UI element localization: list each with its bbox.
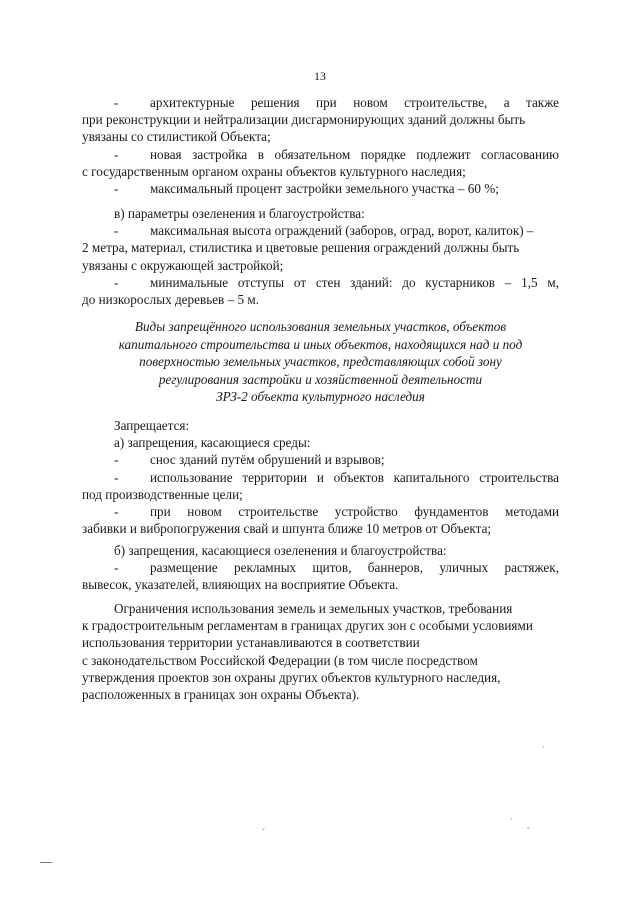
list-item: - минимальные отступы от стен зданий: до кустарников – 1,5 м, xyxy=(114,274,559,290)
list-item-cont: до низкорослых деревьев – 5 м. xyxy=(82,291,260,307)
final-paragraph: Ограничения использования земель и земельных участков, требования к градостроительным регламентам в границах других зон с особыми условиями использования территории устанавливаются в соответствии с законодательством Российской Федерации (в том числе посредством утверждения проектов зон охраны других объектов культурного наследия, расположенных в границах зон охраны Объекта). xyxy=(82,601,533,702)
subheading: в) параметры озеленения и благоустройства: xyxy=(114,206,365,221)
scan-speck: ˘ xyxy=(262,827,265,836)
list-item: - максимальный процент застройки земельного участка – 60 %; xyxy=(114,180,499,196)
subheading: а) запрещения, касающиеся среды: xyxy=(114,435,311,451)
scan-line xyxy=(40,862,52,863)
list-block-1 xyxy=(82,94,559,197)
list-item-cont: 2 метра, материал, стилистика и цветовые решения ограждений должны быть xyxy=(82,240,520,256)
scan-speck: · xyxy=(510,815,513,824)
scan-speck: ˘ xyxy=(527,826,530,835)
list-item: - использование территории и объектов капитального строительства xyxy=(114,469,559,485)
list-item-cont: вывесок, указателей, влияющих на восприятие Объекта. xyxy=(82,577,399,593)
list-item-cont: увязаны с окружающей застройкой; xyxy=(82,257,284,273)
page-number: 13 xyxy=(314,69,326,83)
list-item-cont: при реконструкции и нейтрализации дисгармонирующих зданий должны быть xyxy=(82,112,526,128)
list-item: - размещение рекламных щитов, баннеров, уличных растяжек, xyxy=(114,560,559,576)
list-item: - новая застройка в обязательном порядке подлежит согласованию xyxy=(114,146,559,162)
list-item: - архитектурные решения при новом строительстве, а также xyxy=(114,95,559,110)
section-heading: Виды запрещённого использования земельных участков, объектов капитального строительства и иных объектов, находящихся над и под поверхностью земельных участков, представляющих собой зону регулирования застройки и хозяйственной деятельности ЗРЗ-2 объекта культурного наследия xyxy=(118,319,523,405)
list-block-4 xyxy=(82,542,559,594)
list-item-cont: под производственные цели; xyxy=(82,486,243,502)
list-item-cont: с государственным органом охраны объектов культурного наследия; xyxy=(82,163,466,179)
list-block-2 xyxy=(82,205,559,308)
list-item-cont: забивки и вибропогружения свай и шпунта ближе 10 метров от Объекта; xyxy=(82,521,492,537)
list-block-3 xyxy=(82,417,559,537)
list-item: - снос зданий путём обрушений и взрывов; xyxy=(114,452,385,468)
prohibited-label: Запрещается: xyxy=(114,418,190,433)
scan-speck: · xyxy=(542,743,545,752)
list-item: - максимальная высота ограждений (заборов, оград, ворот, калиток) – xyxy=(114,223,534,239)
list-item: - при новом строительстве устройство фундаментов методами xyxy=(114,503,559,519)
subheading: б) запрещения, касающиеся озеленения и благоустройства: xyxy=(114,543,447,558)
list-item-cont: увязаны со стилистикой Объекта; xyxy=(82,129,271,145)
